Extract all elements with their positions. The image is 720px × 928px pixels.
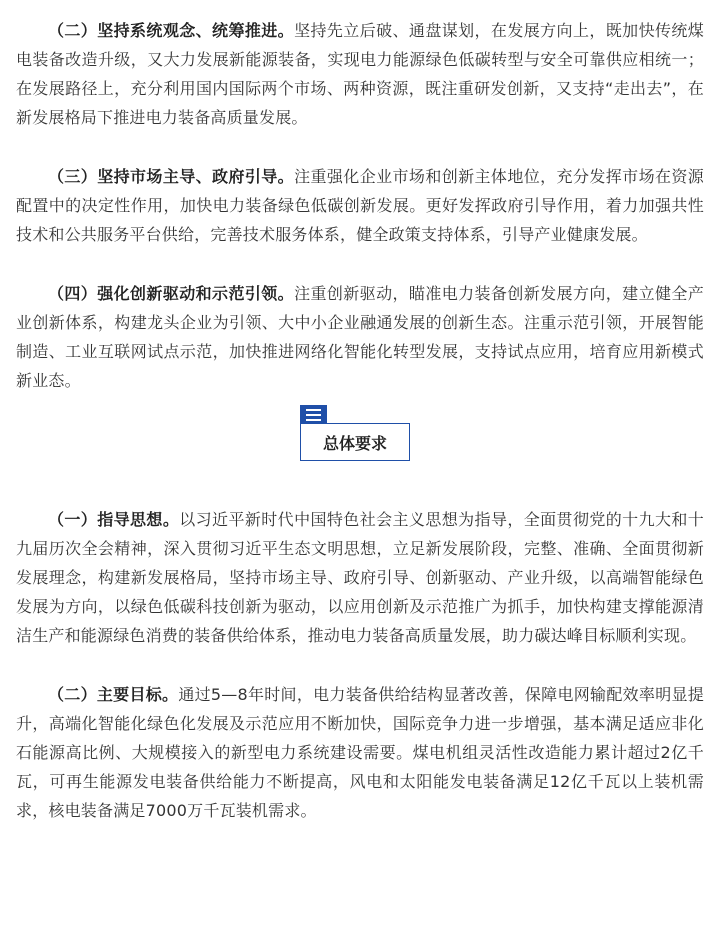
paragraph-lead: （二）坚持系统观念、统筹推进。 [48,21,295,40]
menu-icon [300,405,327,424]
paragraph-principle-3 [16,162,704,249]
paragraph-text: 注重强化企业市场和创新主体地位，充分发挥市场在资源配置中的决定性作用，加快电力装备绿色低碳创新发展。更好发挥政府引导作用，着力加强共性技术和公共服务平台供给，完善技术服务体系，健全政策支持体系，引导产业健康发展。 [16,167,704,244]
paragraph-lead: （三）坚持市场主导、政府引导。 [48,167,295,186]
paragraph-principle-4 [16,279,704,395]
paragraph-lead: （一）指导思想。 [48,510,180,529]
paragraph-spacer [16,650,704,680]
paragraph-text: 注重创新驱动，瞄准电力装备创新发展方向，建立健全产业创新体系，构建龙头企业为引领、大中小企业融通发展的创新生态。注重示范引领，开展智能制造、工业互联网试点示范，加快推进网络化智能化转型发展，支持试点应用，培育应用新模式新业态。 [16,284,704,390]
paragraph-principle-2 [16,16,704,132]
paragraph-main-goals [16,680,704,825]
section-title: 总体要求 [300,423,410,461]
paragraph-lead: （四）强化创新驱动和示范引领。 [48,284,295,303]
paragraph-spacer [16,249,704,279]
paragraph-text: 以习近平新时代中国特色社会主义思想为指导，全面贯彻党的十九大和十九届历次全会精神，深入贯彻习近平生态文明思想，立足新发展阶段，完整、准确、全面贯彻新发展理念，构建新发展格局，坚持市场主导、政府引导、创新驱动、产业升级，以高端智能绿色发展为方向，以绿色低碳科技创新为驱动，以应用创新及示范推广为抓手，加快构建支撑能源清洁生产和能源绿色消费的装备供给体系，推动电力装备高质量发展，助力碳达峰目标顺利实现。 [16,510,704,645]
paragraph-text: 通过5—8年时间，电力装备供给结构显著改善，保障电网输配效率明显提升，高端化智能化绿色化发展及示范应用不断加快，国际竞争力进一步增强，基本满足适应非化石能源高比例、大规模接入的新型电力系统建设需要。煤电机组灵活性改造能力累计超过2亿千瓦，可再生能源发电装备供给能力不断提高，风电和太阳能发电装备满足12亿千瓦以上装机需求，核电装备满足7000万千瓦装机需求。 [16,685,704,820]
section-heading [16,395,704,505]
article-body [16,16,704,825]
paragraph-lead: （二）主要目标。 [48,685,179,704]
paragraph-guiding-thought [16,505,704,650]
paragraph-text: 坚持先立后破、通盘谋划，在发展方向上，既加快传统煤电装备改造升级，又大力发展新能源装备，实现电力能源绿色低碳转型与安全可靠供应相统一；在发展路径上，充分利用国内国际两个市场、两种资源，既注重研发创新，又支持“走出去”，在新发展格局下推进电力装备高质量发展。 [16,21,704,127]
paragraph-spacer [16,132,704,162]
